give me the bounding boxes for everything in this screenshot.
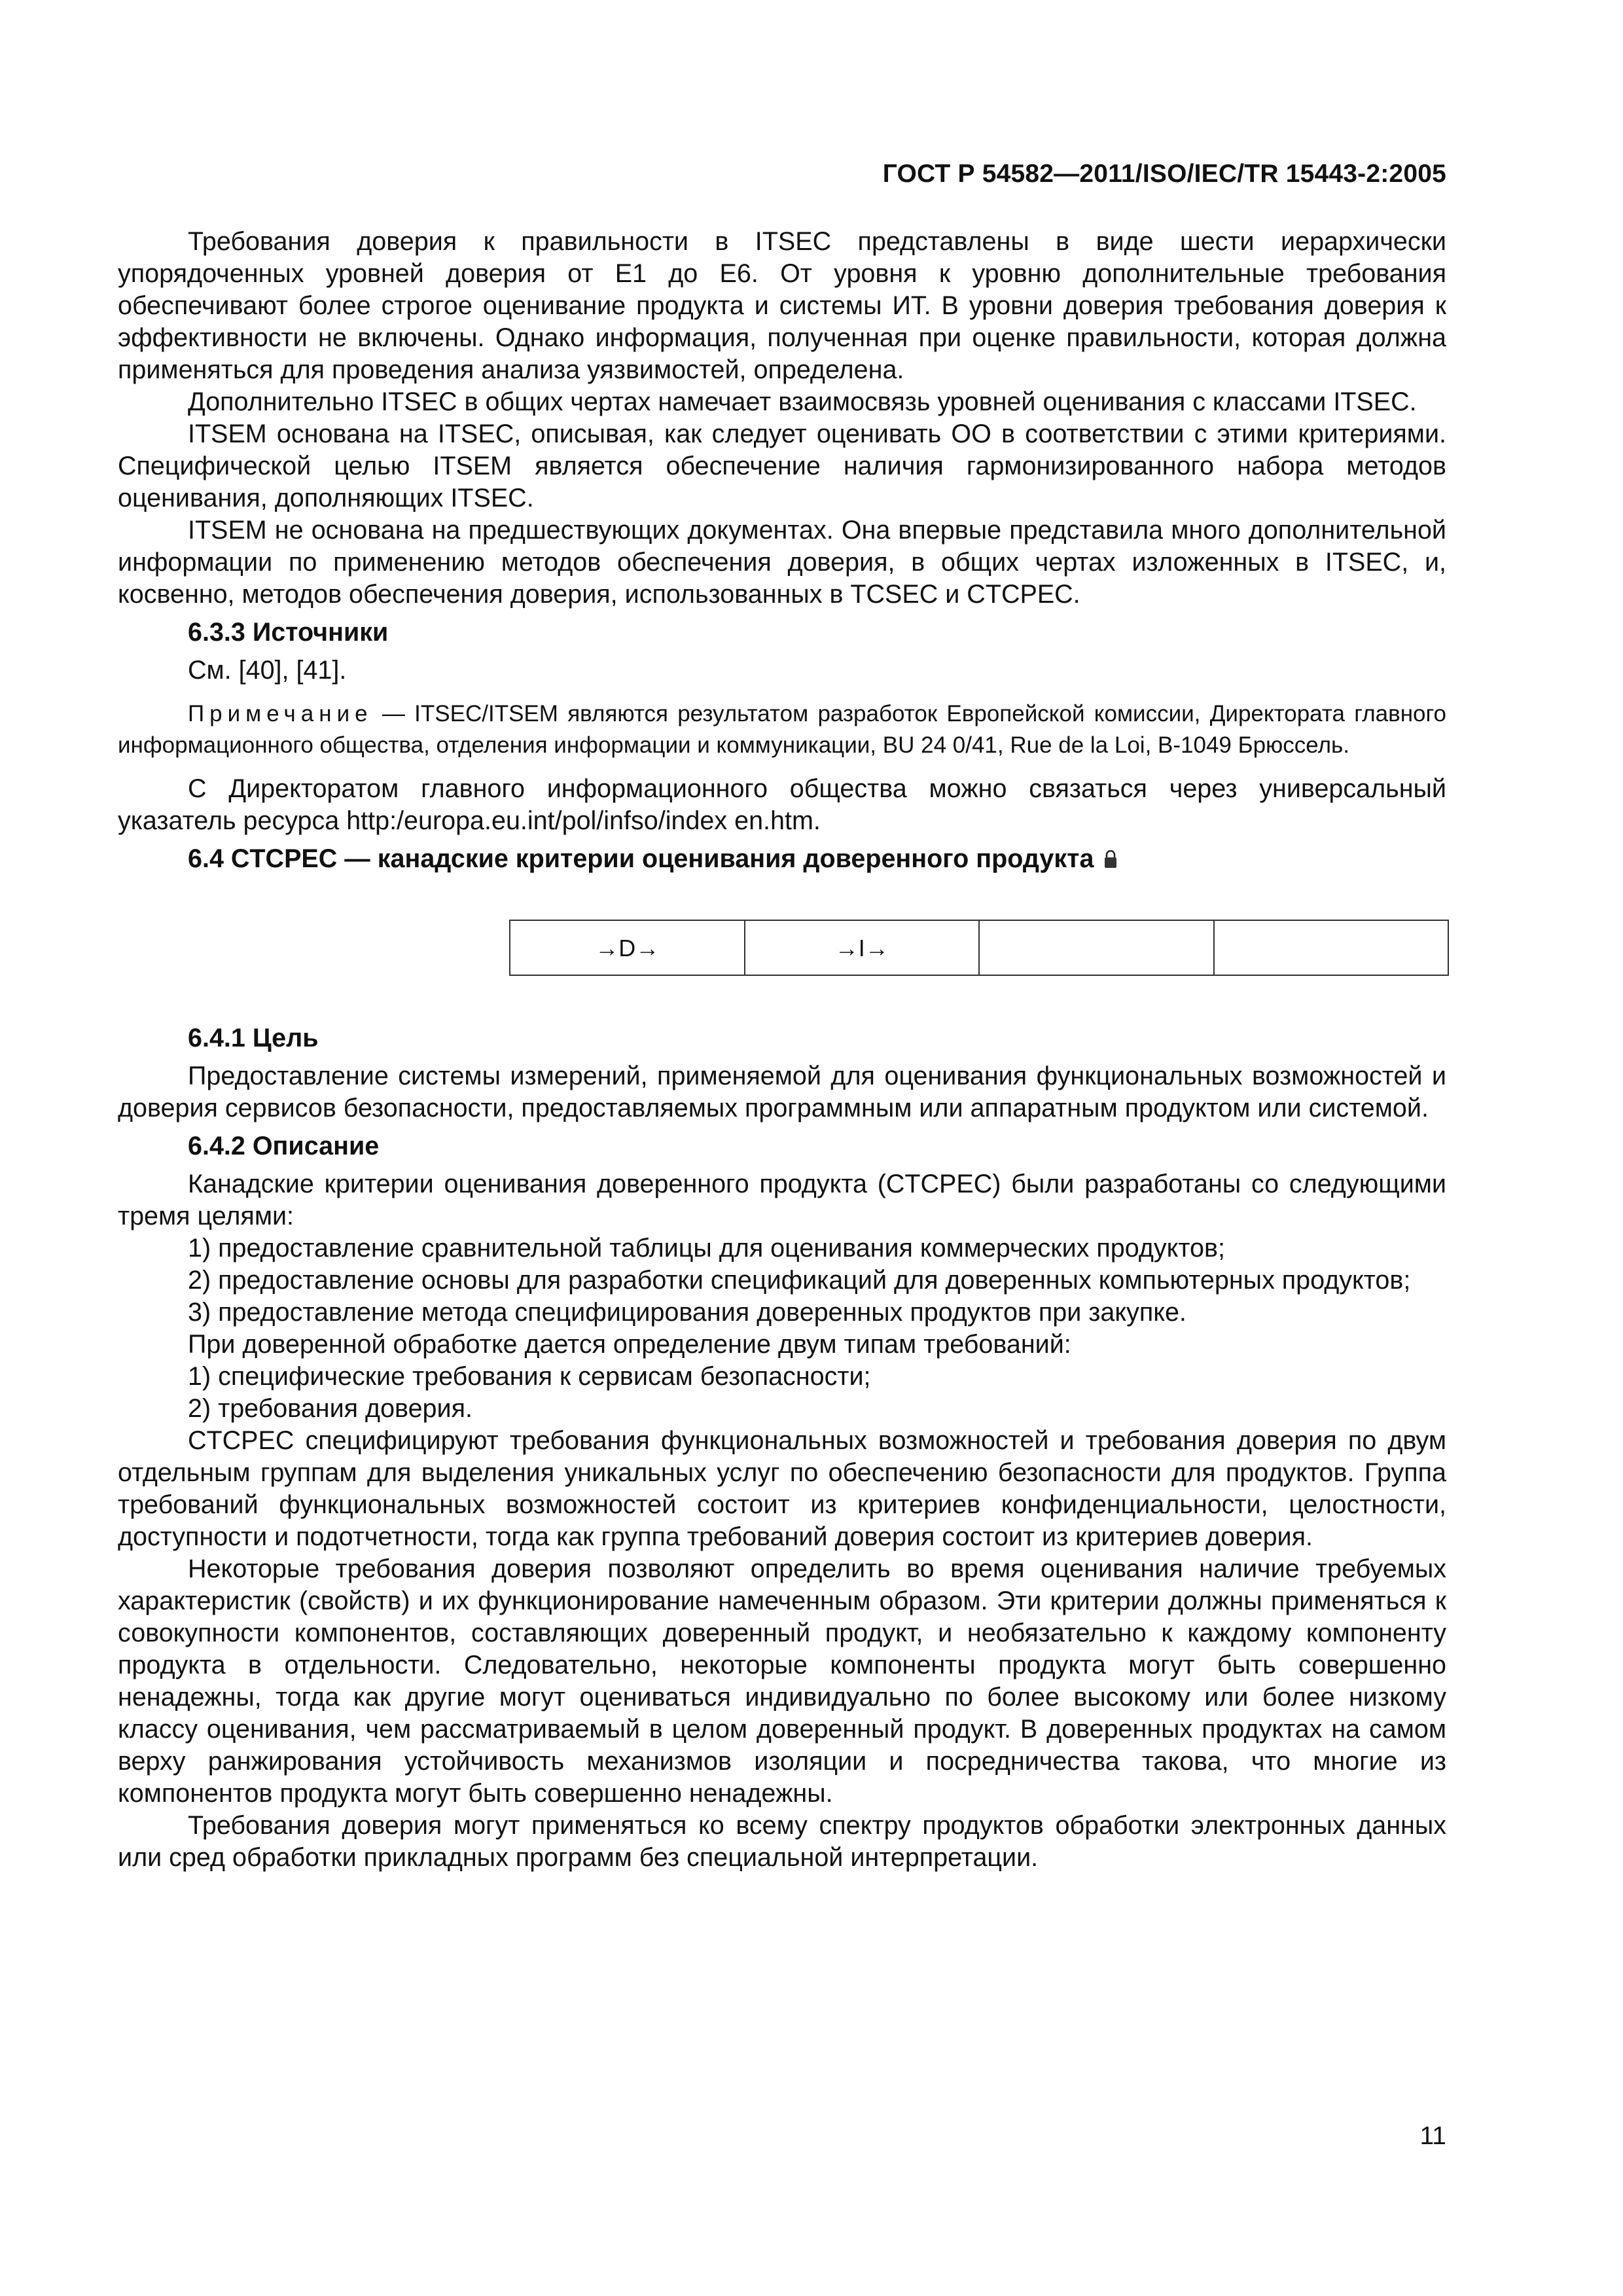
paragraph: Требования доверия к правильности в ITSEC представлены в виде шести иерархически упорядоченных уровней доверия от Е1 до Е6. От уровня к уровню дополнительные требования обеспечивают более строгое оценивание продукта и системы ИТ. В уровни доверия требования доверия к эффективности не включены. Однако информация, полученная при оценке правильности, которая должна применяться для проведения анализа уязвимостей, определена.	[118, 227, 1446, 384]
paragraph: ITSEM основана на ITSEC, описывая, как следует оценивать ОО в соответствии с этими критериями. Специфической целью ITSEM является обеспечение наличия гармонизированного набора методов оценивания, дополняющих ITSEC.	[118, 420, 1446, 512]
list-item: 3) предоставление метода специфицирования доверенных продуктов при закупке.	[188, 1298, 1186, 1327]
section-heading-6-4-2: 6.4.2 Описание	[188, 1132, 380, 1160]
paragraph: Дополнительно ITSEC в общих чертах намечает взаимосвязь уровней оценивания с классами ITSEC.	[188, 387, 1417, 416]
paragraph: CTCPEC специфицируют требования функциональных возможностей и требования доверия по двум отдельным группам для выделения уникальных услуг по обеспечению безопасности для продуктов. Группа требований функциональных возможностей состоит из критериев конфиденциальности, целостности, доступности и подотчетности, тогда как группа требований доверия состоит из критериев доверия.	[118, 1426, 1446, 1551]
paragraph: Требования доверия могут применяться ко всему спектру продуктов обработки электронных данных или сред обработки прикладных программ без специальной интерпретации.	[118, 1811, 1446, 1872]
list-item: 2) предоставление основы для разработки спецификаций для доверенных компьютерных продуктов;	[188, 1266, 1411, 1295]
section-heading-6-4-1: 6.4.1 Цель	[188, 1024, 319, 1052]
section-heading-text: 6.4 CTCPEC — канадские критерии оценивания доверенного продукта	[188, 844, 1094, 873]
paragraph: Канадские критерии оценивания доверенного продукта (CTCPEC) были разработаны со следующими тремя целями:	[118, 1170, 1446, 1230]
paragraph: Некоторые требования доверия позволяют определить во время оценивания наличие требуемых характеристик (свойств) и их функционирование намеченным образом. Эти критерии должны применяться к совокупности компонентов, составляющих доверенный продукт, и необязательно к каждому компоненту продукта в отдельности. Следовательно, некоторые компоненты продукта могут быть совершенно ненадежны, тогда как другие могут оцениваться индивидуально по более высокому или более низкому классу оценивания, чем рассматриваемый в целом доверенный продукт. В доверенных продуктах на самом верху ранжирования устойчивость механизмов изоляции и посредничества такова, что многие из компонентов продукта могут быть совершенно ненадежны.	[118, 1554, 1446, 1808]
page-number: 11	[1419, 2122, 1446, 2150]
paragraph: При доверенной обработке дается определение двум типам требований:	[188, 1330, 1071, 1359]
lock-icon	[1103, 850, 1118, 869]
list-item: 2) требования доверия.	[188, 1394, 473, 1423]
note	[118, 698, 1446, 761]
flow-cell-empty	[980, 921, 1215, 975]
flow-cell-d: →D→	[510, 921, 745, 975]
section-heading-6-3-3: 6.3.3 Источники	[188, 618, 389, 647]
process-flow-diagram	[509, 920, 1449, 976]
paragraph: Предоставление системы измерений, применяемой для оценивания функциональных возможностей и доверия сервисов безопасности, предоставляемых программным или аппаратным продуктом или системой.	[118, 1062, 1446, 1122]
flow-cell-i: →I→	[745, 921, 980, 975]
section-heading-6-4	[188, 843, 1446, 875]
list-item: 1) специфические требования к сервисам безопасности;	[188, 1362, 871, 1391]
note-label: Примечание	[188, 701, 373, 726]
contact-paragraph: С Директоратом главного информационного общества можно связаться через универсальный указатель ресурса http:/europa.eu.int/pol/infso/index en.htm.	[118, 774, 1446, 835]
flow-cell-empty	[1215, 921, 1448, 975]
paragraph: ITSEM не основана на предшествующих документах. Она впервые представила много дополнительной информации по применению методов обеспечения доверия, в общих чертах изложенных в ITSEC, и, косвенно, методов обеспечения доверия, использованных в TCSEC и CTCPEC.	[118, 516, 1446, 609]
references: См. [40], [41].	[188, 656, 347, 685]
document-body	[118, 226, 1446, 1874]
note-text: — ITSEC/ITSEM являются результатом разработок Европейской комиссии, Директората главного информационного общества, отделения информации и коммуникации, BU 24 0/41, Rue de la Loi, B-1049 Брюссель.	[118, 701, 1446, 758]
list-item: 1) предоставление сравнительной таблицы для оценивания коммерческих продуктов;	[188, 1234, 1225, 1263]
standard-header: ГОСТ Р 54582—2011/ISO/IEC/TR 15443-2:2005	[882, 160, 1446, 188]
